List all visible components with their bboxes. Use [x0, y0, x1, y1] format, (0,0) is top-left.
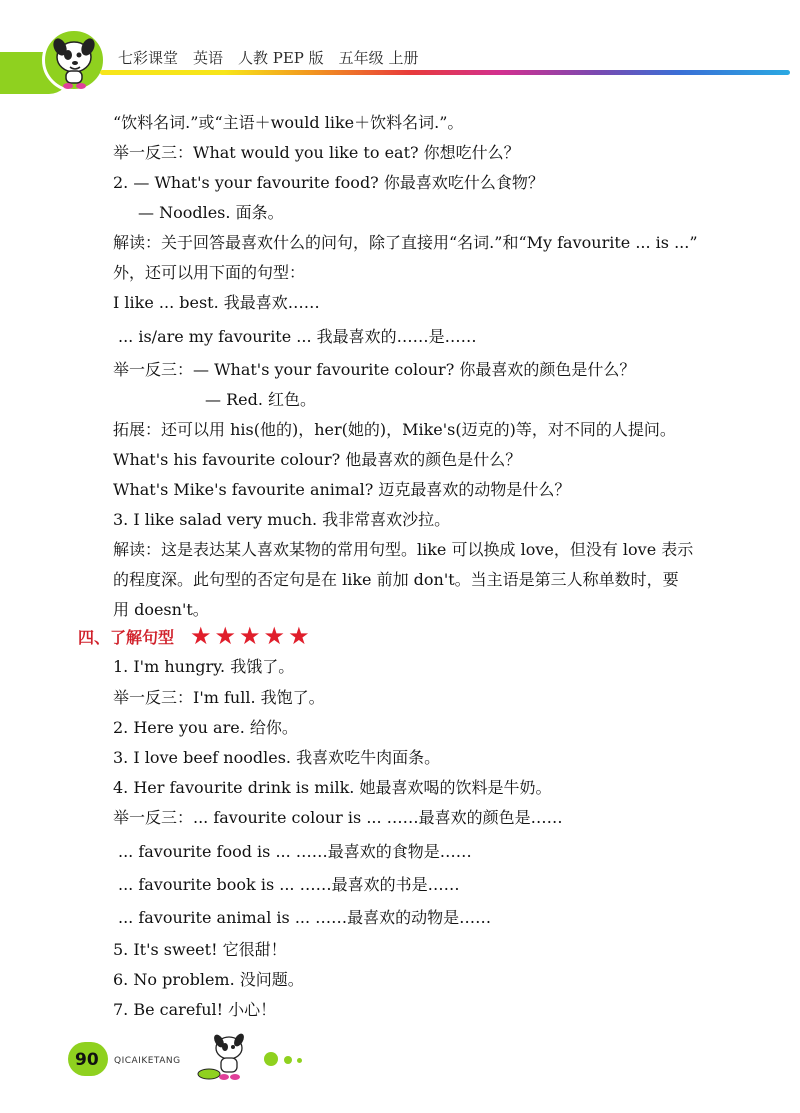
text-line: 4. Her favourite drink is milk. 她最喜欢喝的饮料是牛奶。: [113, 778, 552, 797]
text-line: — Noodles. 面条。: [138, 203, 284, 222]
text-line: 解读：这是表达某人喜欢某物的常用句型。like 可以换成 love，但没有 love 表示: [113, 540, 694, 559]
star-icon: ★: [263, 622, 286, 650]
text-line: 3. I love beef noodles. 我喜欢吃牛肉面条。: [113, 748, 441, 767]
text-line: ... favourite animal is ... ……最喜欢的动物是……: [118, 908, 492, 927]
text-line: 举一反三：— What's your favourite colour? 你最喜欢的颜色是什么？: [113, 360, 636, 379]
decor-dot: [264, 1052, 278, 1066]
text-line: ... favourite food is ... ……最喜欢的食物是……: [118, 842, 472, 861]
text-line: 拓展：还可以用 his(他的)，her(她的)，Mike's(迈克的)等，对不同的人提问。: [113, 420, 676, 439]
text-line: 的程度深。此句型的否定句是在 like 前加 don't。当主语是第三人称单数时，要: [113, 570, 679, 589]
text-line: ... favourite book is ... ……最喜欢的书是……: [118, 875, 460, 894]
text-line: 举一反三：... favourite colour is ... ……最喜欢的颜色是……: [113, 808, 563, 827]
page-number: 90: [75, 1050, 99, 1070]
text-line: 用 doesn't。: [113, 600, 209, 619]
difficulty-stars: [190, 624, 310, 648]
page-header: [0, 0, 800, 100]
star-icon: ★: [288, 622, 310, 650]
text-line: ... is/are my favourite ... 我最喜欢的……是……: [118, 327, 477, 346]
text-line: 1. I'm hungry. 我饿了。: [113, 657, 295, 676]
text-line: 6. No problem. 没问题。: [113, 970, 304, 989]
text-line: 2. — What's your favourite food? 你最喜欢吃什么食物？: [113, 173, 544, 192]
section-heading: 四、了解句型: [78, 628, 175, 647]
text-line: 外，还可以用下面的句型：: [113, 263, 306, 282]
star-icon: ★: [190, 622, 212, 650]
text-line: What's Mike's favourite animal? 迈克最喜欢的动物是什么？: [113, 480, 571, 499]
text-line: 3. I like salad very much. 我非常喜欢沙拉。: [113, 510, 451, 529]
text-line: 5. It's sweet! 它很甜！: [113, 940, 287, 959]
text-line: “饮料名词.”或“主语＋would like＋饮料名词.”。: [113, 113, 464, 132]
footer-brand: QICAIKETANG: [114, 1056, 181, 1066]
text-line: 7. Be careful! 小心！: [113, 1000, 277, 1019]
decor-dot: [297, 1058, 302, 1063]
mascot-dog-icon: [46, 33, 102, 91]
header-rainbow-bar: [100, 70, 790, 75]
text-line: 2. Here you are. 给你。: [113, 718, 298, 737]
decor-dot: [284, 1056, 292, 1064]
text-line: 举一反三：What would you like to eat? 你想吃什么？: [113, 143, 520, 162]
header-title: 七彩课堂 英语 人教 PEP 版 五年级 上册: [118, 49, 419, 67]
text-line: — Red. 红色。: [205, 390, 317, 409]
star-icon: ★: [214, 622, 237, 650]
mascot-dog-icon: [195, 1030, 255, 1085]
text-line: I like ... best. 我最喜欢……: [113, 293, 320, 312]
star-icon: ★: [239, 622, 261, 650]
text-line: What's his favourite colour? 他最喜欢的颜色是什么？: [113, 450, 522, 469]
text-line: 解读：关于回答最喜欢什么的问句，除了直接用“名词.”和“My favourite ... is ...”: [113, 233, 698, 252]
text-line: 举一反三：I'm full. 我饱了。: [113, 688, 325, 707]
